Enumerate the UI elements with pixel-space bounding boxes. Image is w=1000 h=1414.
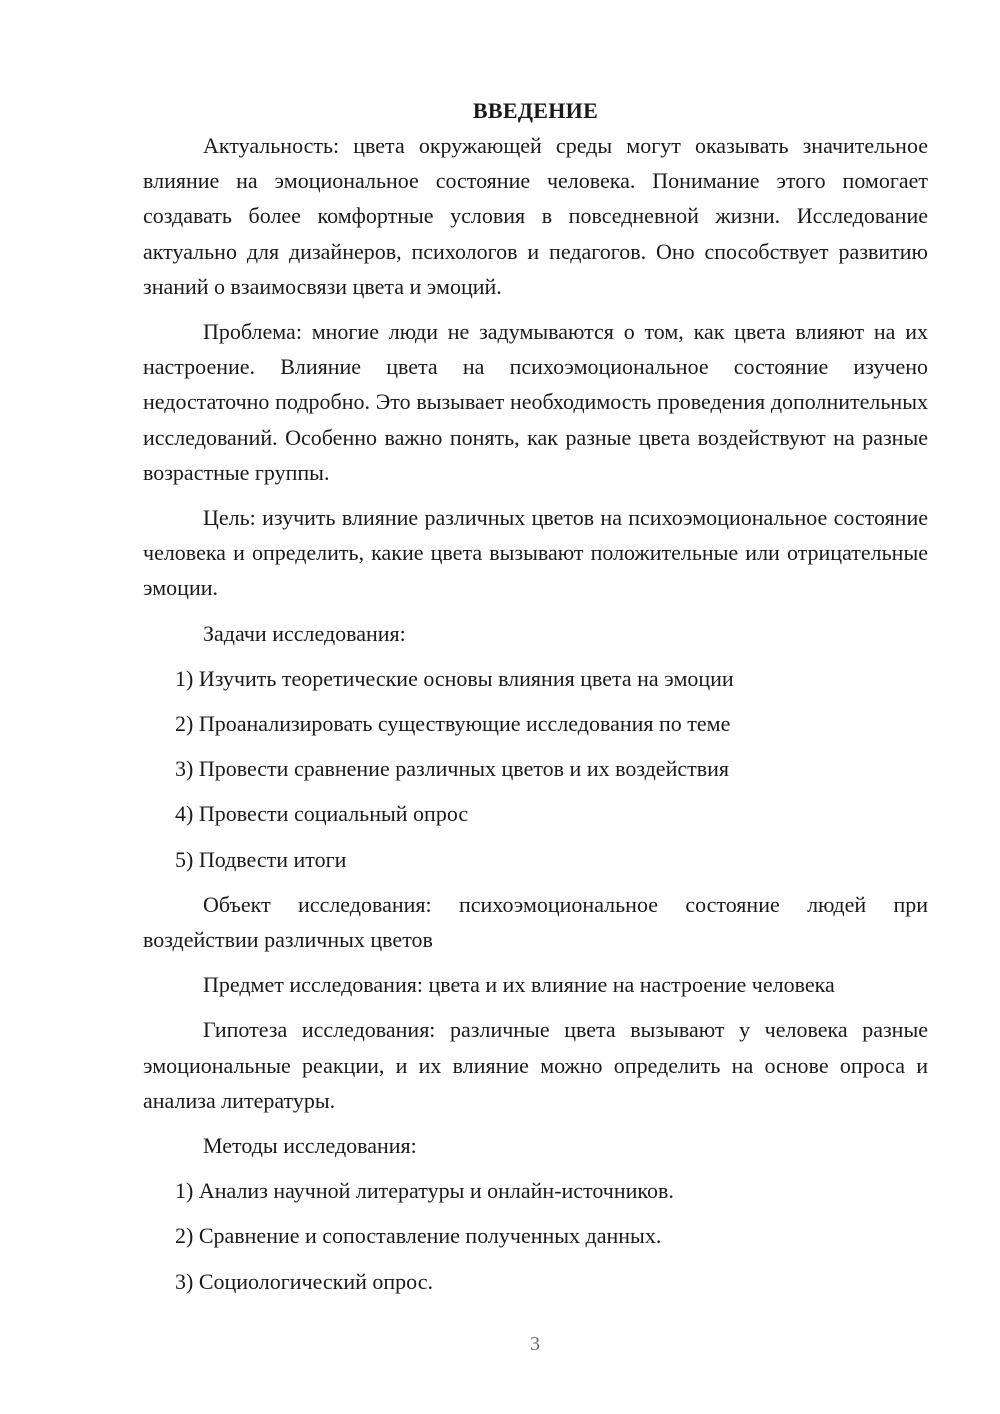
tasks-list bbox=[143, 661, 928, 877]
task-item-2: 2) Проанализировать существующие исследования по теме bbox=[175, 711, 731, 737]
task-item-3: 3) Провести сравнение различных цветов и их воздействия bbox=[175, 756, 730, 782]
relevance-paragraph: Актуальность: цвета окружающей среды могут оказывать значительное влияние на эмоциональное состояние человека. Понимание этого помогает создавать более комфортные условия в повседневной жизни. Исследование актуально для дизайнеров, психологов и педагогов. Оно способствует развитию знаний о взаимосвязи цвета и эмоций. bbox=[143, 133, 928, 299]
methods-label: Методы исследования: bbox=[203, 1133, 417, 1159]
document-body bbox=[143, 96, 928, 1309]
method-item-1: 1) Анализ научной литературы и онлайн-источников. bbox=[175, 1178, 674, 1204]
methods-list bbox=[143, 1173, 928, 1299]
page-number: 3 bbox=[530, 1333, 540, 1355]
subject-paragraph: Предмет исследования: цвета и их влияние на настроение человека bbox=[203, 972, 835, 998]
object-paragraph: Объект исследования: психоэмоциональное состояние людей при воздействии различных цветов bbox=[143, 891, 928, 953]
task-item-4: 4) Провести социальный опрос bbox=[175, 801, 469, 827]
page-title: ВВЕДЕНИЕ bbox=[472, 98, 599, 123]
task-item-5: 5) Подвести итоги bbox=[175, 846, 347, 872]
method-item-2: 2) Сравнение и сопоставление полученных данных. bbox=[175, 1223, 662, 1249]
goal-paragraph: Цель: изучить влияние различных цветов на психоэмоциональное состояние человека и определить, какие цвета вызывают положительные или отрицательные эмоции. bbox=[143, 505, 928, 601]
task-item-1: 1) Изучить теоретические основы влияния цвета на эмоции bbox=[175, 665, 734, 691]
tasks-label: Задачи исследования: bbox=[203, 620, 406, 646]
method-item-3: 3) Социологический опрос. bbox=[175, 1268, 433, 1294]
hypothesis-paragraph: Гипотеза исследования: различные цвета вызывают у человека разные эмоциональные реакции, и их влияние можно определить на основе опроса и анализа литературы. bbox=[143, 1017, 928, 1113]
problem-paragraph: Проблема: многие люди не задумываются о том, как цвета влияют на их настроение. Влияние цвета на психоэмоциональное состояние изучено недостаточно подробно. Это вызывает необходимость проведения дополнительных исследований. Особенно важно понять, как разные цвета воздействуют на разные возрастные группы. bbox=[143, 319, 928, 485]
